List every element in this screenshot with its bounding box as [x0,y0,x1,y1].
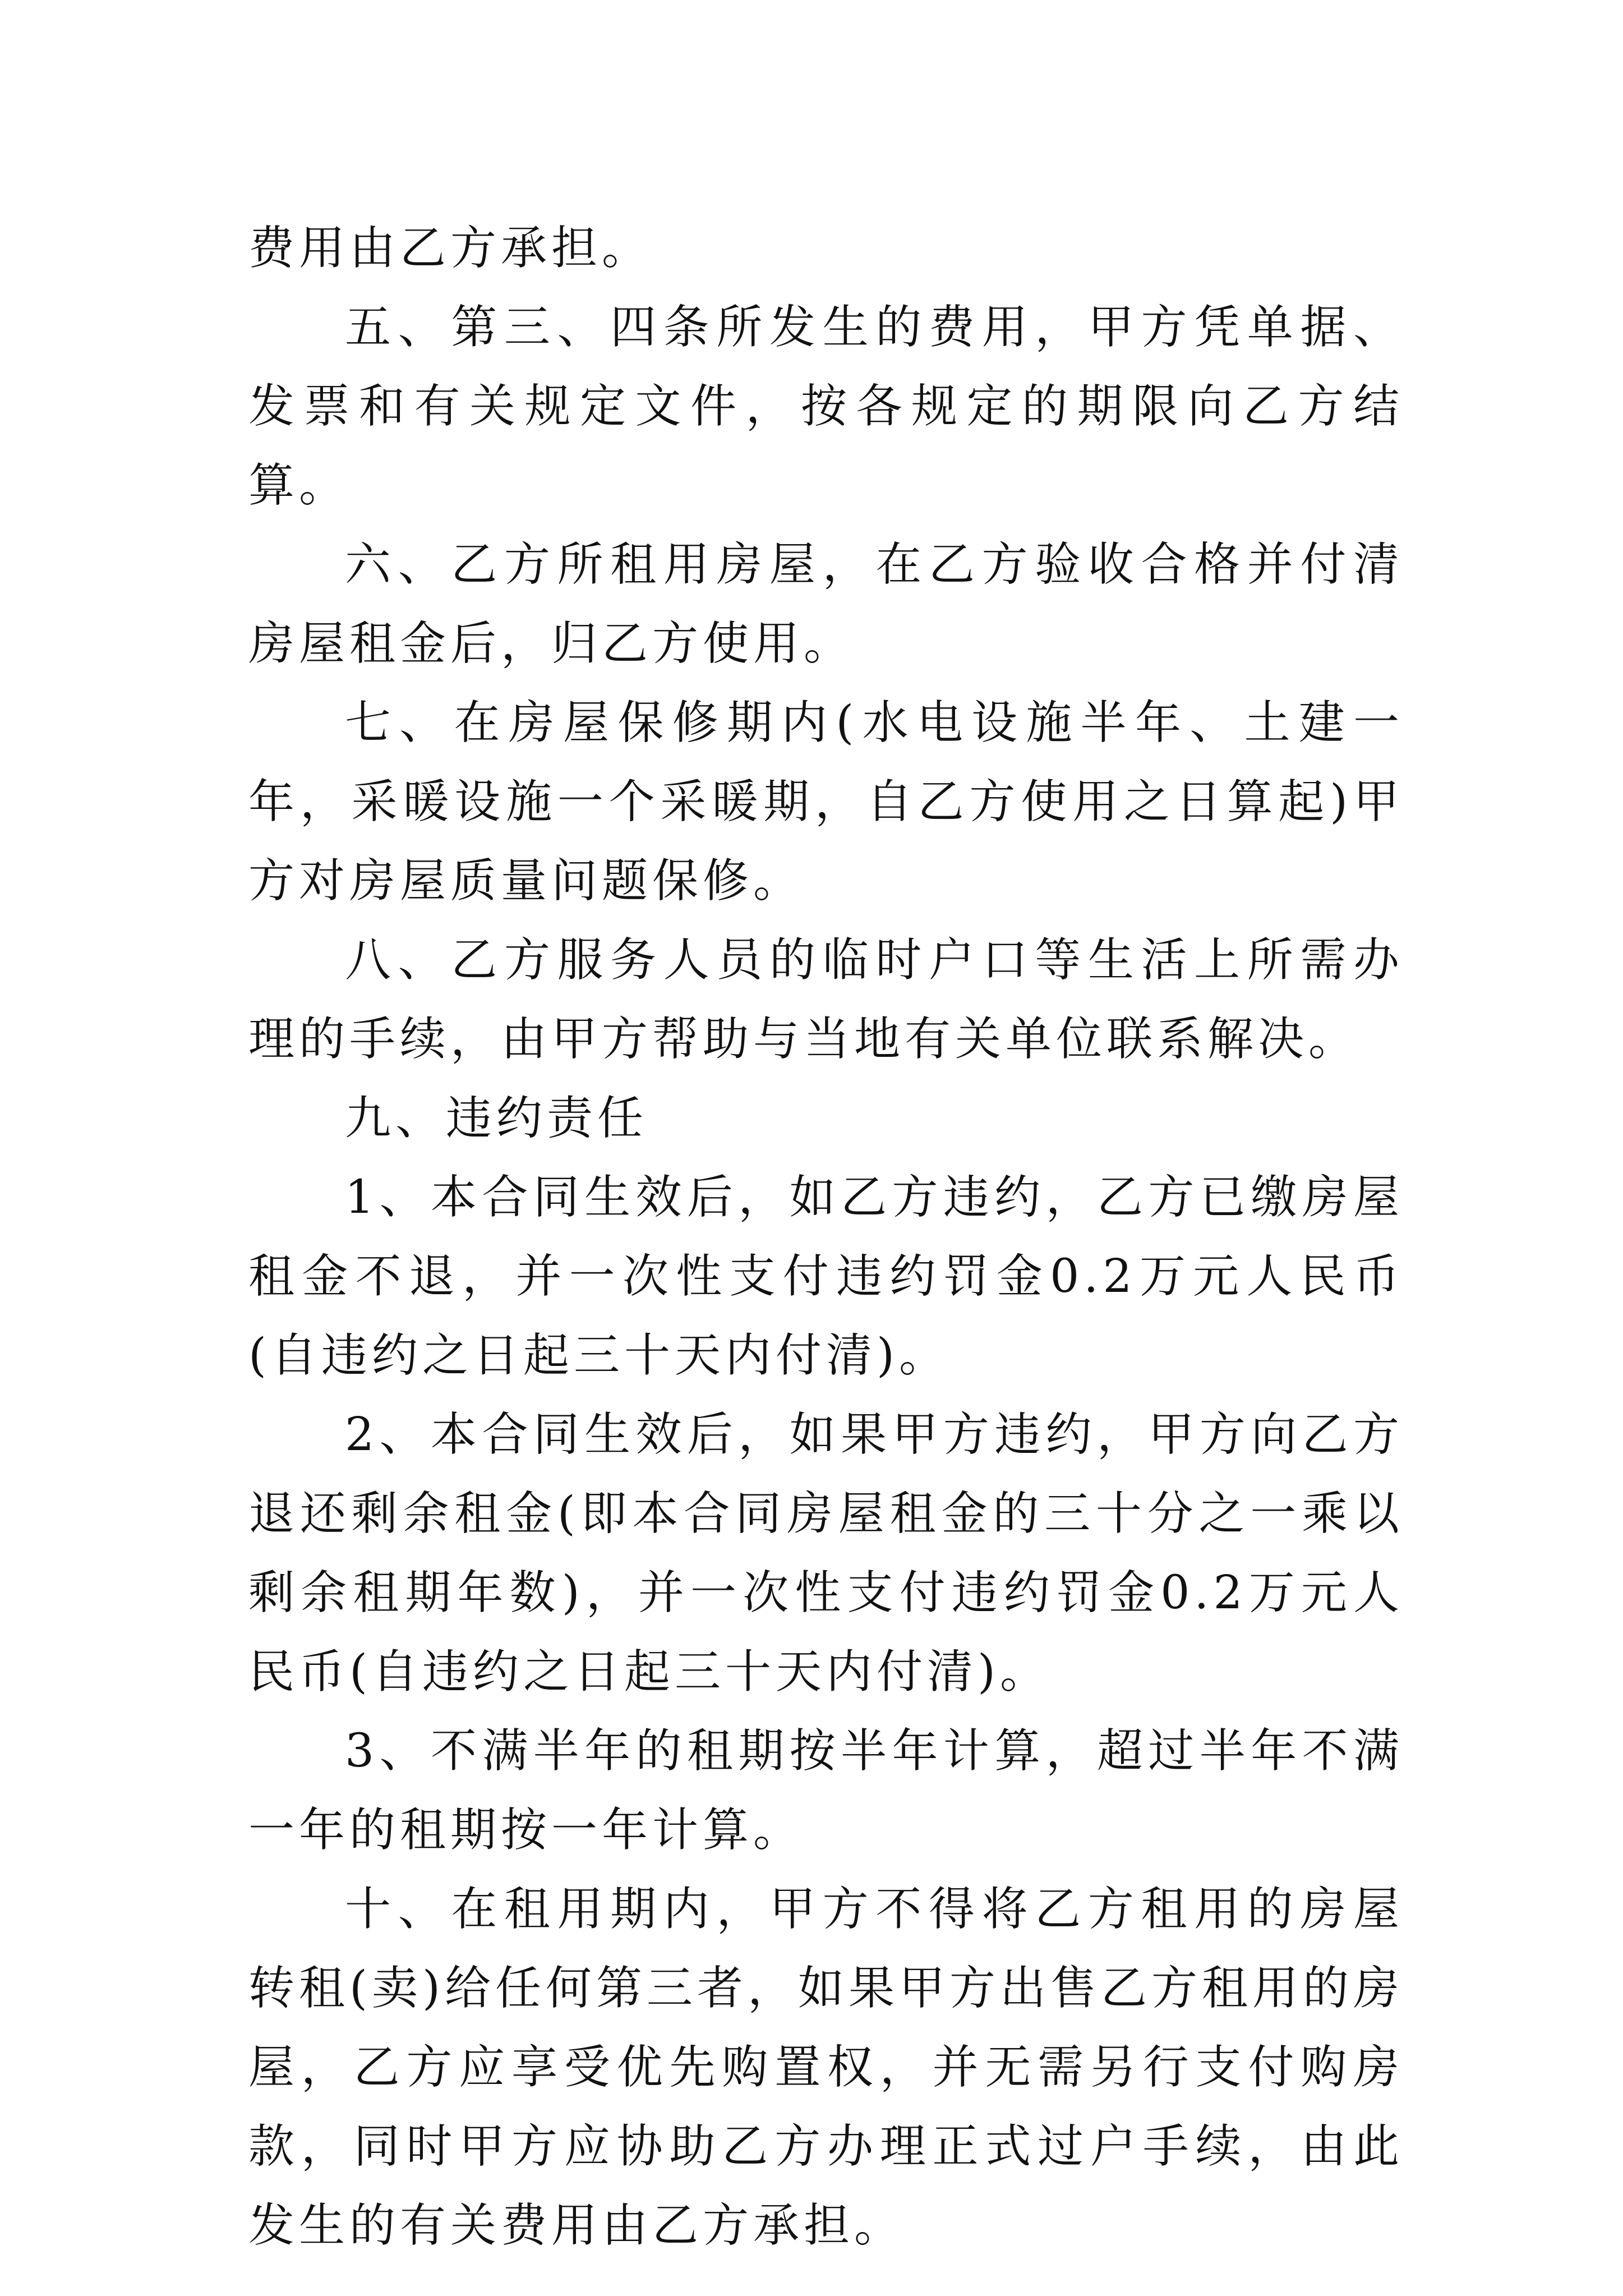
paragraph-3: 六、乙方所租用房屋，在乙方验收合格并付清房屋租金后，归乙方使用。 [248,538,1404,670]
paragraph-10: 十、在租用期内，甲方不得将乙方租用的房屋转租(卖)给任何第三者，如果甲方出售乙方租用的房屋，乙方应享受优先购置权，并无需另行支付购房款，同时甲方应协助乙方办理正式过户手续，由此发生的有关费用由乙方承担。 [248,1883,1404,2252]
paragraph-7: 1、本合同生效后，如乙方违约，乙方已缴房屋租金不退，并一次性支付违约罚金0.2万元人民币(自违约之日起三十天内付清)。 [248,1171,1404,1382]
paragraph-9: 3、不满半年的租期按半年计算，超过半年不满一年的租期按一年计算。 [248,1724,1404,1857]
paragraph-8: 2、本合同生效后，如果甲方违约，甲方向乙方退还剩余租金(即本合同房屋租金的三十分之一乘以剩余租期年数)，并一次性支付违约罚金0.2万元人民币(自违约之日起三十天内付清)。 [248,1408,1404,1699]
section-heading-breach: 九、违约责任 [345,1092,648,1145]
paragraph-2: 五、第三、四条所发生的费用，甲方凭单据、发票和有关规定文件，按各规定的期限向乙方结算。 [248,301,1404,512]
paragraph-1: 费用由乙方承担。 [248,222,653,275]
document-body [248,209,1404,2265]
paragraph-4: 七、在房屋保修期内(水电设施半年、土建一年，采暖设施一个采暖期，自乙方使用之日算起)甲方对房屋质量问题保修。 [248,696,1404,908]
paragraph-5: 八、乙方服务人员的临时户口等生活上所需办理的手续，由甲方帮助与当地有关单位联系解决。 [248,933,1404,1066]
